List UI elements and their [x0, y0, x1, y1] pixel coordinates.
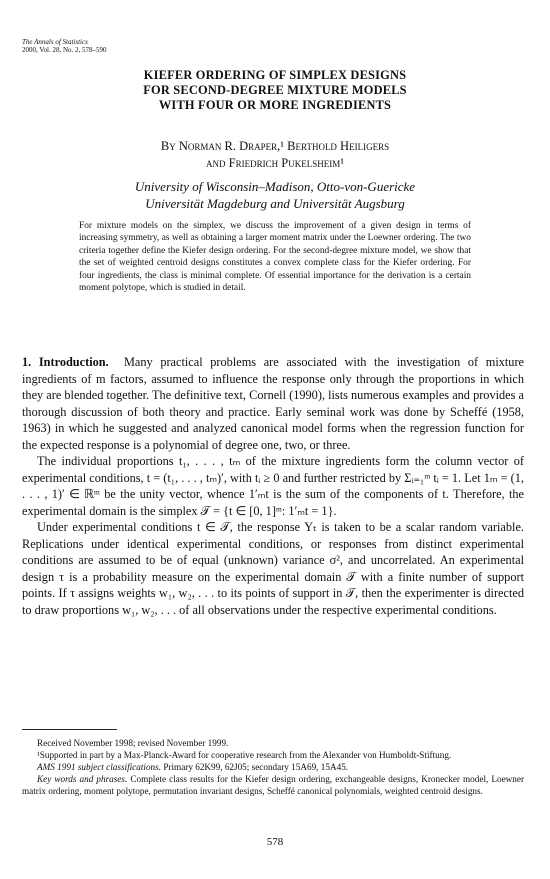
keywords-label: Key words and phrases.: [37, 774, 128, 784]
journal-volume: 2000, Vol. 28, No. 2, 578–590: [22, 46, 107, 54]
affiliation: [40, 178, 510, 212]
paper-title: [40, 68, 510, 113]
author-list: [40, 138, 510, 172]
affiliation-line: University of Wisconsin–Madison, Otto-von-Guericke: [134, 179, 416, 194]
paragraph-text: Many practical problems are associated with the investigation of mixture ingredients of m factors, assumed to influence the response only through the proportions in which they are blended together. The definitive text, Cornell (1990), lists numerous examples and provides a thorough discussion of both theory and practice. Early seminal work was done by Scheffé (1958, 1963) in which he suggested and analyzed canonical model forms when the regression function for the expected response is a polynomial of degree one, two, or three.: [22, 355, 524, 452]
footnote-keywords: [22, 773, 524, 797]
footnote-ams: [22, 761, 524, 773]
journal-header: [22, 38, 107, 54]
footnote-support: ¹Supported in part by a Max-Planck-Award for cooperative research from the Alexander von Humboldt-Stiftung.: [37, 750, 452, 760]
journal-name: The Annals of Statistics: [22, 38, 88, 46]
section-heading: 1. Introduction.: [22, 355, 109, 369]
paragraph: Under experimental conditions t ∈ 𝒯, the response Yₜ is taken to be a scalar random variable. Replications under identical experimental conditions, or responses from distinct experimental conditions are assumed to be of equal (unknown) variance σ², and uncorrelated. An experimental design τ is a probability measure on the experimental domain 𝒯 with a finite number of support points. If τ assigns weights w₁, w₂, . . . to its points of support in 𝒯, then the experimenter is directed to draw proportions w₁, w₂, . . . of all observations under the respective experimental conditions.: [22, 520, 524, 617]
ams-label-2: 1991 subject classifications.: [57, 762, 162, 772]
footnotes: [22, 737, 524, 797]
ams-text: Primary 62K99, 62J05; secondary 15A69, 15A45.: [163, 762, 349, 772]
keywords-text: Complete class results for the Kiefer design ordering, exchangeable designs, Kronecker model, Loewner matrix ordering, moment polytope, permutation invariant designs, Scheffé canonical polynomials, weighted centroid designs.: [22, 774, 525, 796]
title-line: KIEFER ORDERING OF SIMPLEX DESIGNS: [143, 68, 407, 82]
abstract: For mixture models on the simplex, we discuss the improvement of a given design in terms of increasing symmetry, as well as obtaining a larger moment matrix under the Loewner ordering. The two criteria together define the Kiefer design ordering. For the second-degree mixture model, we show that the set of weighted centroid designs constitutes a convex complete class for the Kiefer ordering. For four ingredients, the class is minimal complete. Of essential importance for the derivation is a certain moment polytope, which is studied in detail.: [79, 221, 471, 294]
author-line: By Norman R. Draper,¹ Berthold Heiligers: [160, 139, 390, 153]
footnote-rule: [22, 729, 117, 730]
ams-label: AMS: [37, 762, 55, 772]
title-line: FOR SECOND-DEGREE MIXTURE MODELS: [143, 83, 407, 97]
affiliation-line: Universität Magdeburg and Universität Augsburg: [145, 196, 405, 211]
title-line: WITH FOUR OR MORE INGREDIENTS: [158, 98, 392, 112]
paragraph: The individual proportions t₁, . . . , tₘ of the mixture ingredients form the column vector of experimental conditions, t = (t₁, . . . , tₘ)′, with tᵢ ≥ 0 and further restricted by Σᵢ₌₁ᵐ tᵢ = 1. Let 1ₘ = (1, . . . , 1)′ ∈ ℝᵐ be the unity vector, whence 1′ₘt is the sum of the components of t. Therefore, the experimental domain is the simplex 𝒯 = {t ∈ [0, 1]ᵐ: 1′ₘt = 1}.: [22, 454, 524, 518]
footnote-received: Received November 1998; revised November 1999.: [37, 738, 229, 748]
page-number: 578: [266, 836, 284, 848]
paragraph: [22, 354, 524, 453]
author-line: and Friedrich Pukelsheim¹: [206, 156, 344, 170]
body-text: [22, 354, 524, 618]
